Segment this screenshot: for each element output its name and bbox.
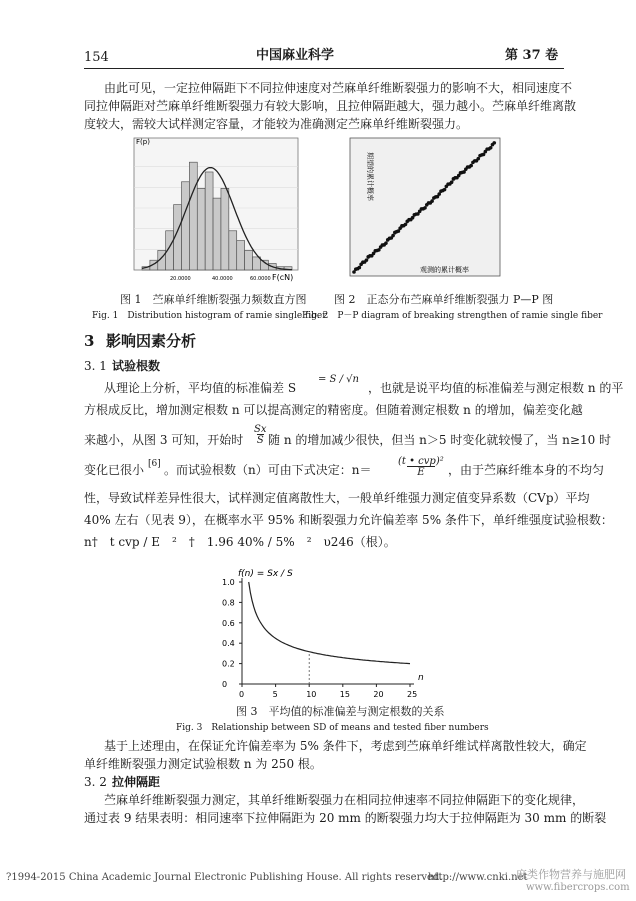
after-fig3-line-2: 单纤维断裂强力测定试验根数 n 为 250 根。 <box>84 757 322 771</box>
volume-label: 第 37 卷 <box>505 48 559 63</box>
subsection-title: 试验根数 <box>112 359 161 373</box>
function-label: f(n) = Sx / S <box>238 569 293 579</box>
para-line-6: 40% 左右（见表 9），在概率水平 95% 和断裂强力允许偏差率 5% 条件下，单纤维强度试验根数： <box>84 513 613 527</box>
section32-line-2: 通过表 9 结果表明：相同速率下拉伸隔距为 20 mm 的断裂强力均大于拉伸隔距为 30 mm 的断裂 <box>84 811 607 825</box>
footer-url[interactable]: http://www.cnki.net <box>428 872 528 883</box>
histogram-bar <box>237 241 245 270</box>
data-point <box>450 180 454 184</box>
watermark-en: www.fibercrops.com <box>526 882 630 893</box>
ratio-fraction: Sx S <box>254 424 267 446</box>
figure-1 <box>112 132 302 290</box>
figure-1-caption-cn: 图 1 苎麻单纤维断裂强力频数直方图 <box>120 293 307 306</box>
subsection-number: 3. 2 <box>84 775 107 789</box>
para-line-1a: 从理论上分析，平均值的标准偏差 S <box>104 381 297 395</box>
figure-3 <box>212 564 432 704</box>
section-title: 影响因素分析 <box>106 332 197 350</box>
reference-mark: [6] <box>148 459 161 469</box>
figure-3-caption-cn: 图 3 平均值的标准偏差与测定根数的关系 <box>236 705 445 718</box>
histogram-bar <box>213 198 221 270</box>
y-tick-label: 0.4 <box>222 639 235 649</box>
x-tick-label: 60.0000 <box>250 276 271 282</box>
x-tick-label: 0 <box>239 690 245 699</box>
intro-line-2: 同拉伸隔距对苎麻单纤维断裂强力有较大影响，且拉伸隔距越大，强力越小。苎麻单纤维离散 <box>84 99 577 113</box>
page-number: 154 <box>84 50 109 65</box>
data-point <box>391 234 395 238</box>
after-fig3-line-1: 基于上述理由，在保证允许偏差率为 5% 条件下，考虑到苎麻单纤维试样离散性较大，确定 <box>104 739 587 753</box>
figure-2-caption-en: Fig. 2 P－P diagram of breaking strengthen of ramie single fiber <box>302 311 603 321</box>
y-tick-label: 0.6 <box>222 618 235 628</box>
header-rule <box>84 68 564 69</box>
histogram-bar <box>221 188 229 270</box>
y-tick-label: 0.8 <box>222 598 235 608</box>
para-line-4b: 。而试验根数（n）可由下式决定：n＝ <box>164 463 372 477</box>
figure-3-caption-en: Fig. 3 Relationship between SD of means and tested fiber numbers <box>176 723 489 733</box>
data-point <box>443 188 447 192</box>
subsection-title: 拉伸隔距 <box>112 775 161 789</box>
x-tick-label: 10 <box>306 690 317 699</box>
data-point <box>492 141 496 145</box>
y-tick-label: 0.2 <box>222 659 235 669</box>
y-axis-label: F(p) <box>136 138 150 146</box>
data-point <box>476 157 480 161</box>
watermark-cn: 麻类作物营养与施肥网 <box>516 868 626 881</box>
figure-2-caption-cn: 图 2 正态分布苎麻单纤维断裂强力 P—P 图 <box>334 293 554 306</box>
figure-2 <box>346 134 506 284</box>
x-tick-label: 40.0000 <box>212 276 233 282</box>
x-tick-label: 5 <box>272 690 278 699</box>
data-point <box>489 146 493 150</box>
data-point <box>365 258 369 262</box>
para-line-4a: 变化已很小 <box>84 463 145 477</box>
x-axis-label: n <box>418 673 424 683</box>
sample-size-formula: (t • cvp)² E <box>398 456 444 478</box>
data-point <box>430 199 434 203</box>
intro-line-1: 由此可见，一定拉伸隔距下不同拉伸速度对苎麻单纤维断裂强力的影响不大，相同速度不 <box>104 81 573 95</box>
intro-line-3: 度较大，需较大试样测定容量，才能较为准确测定苎麻单纤维断裂强力。 <box>84 117 469 131</box>
subsection-number: 3. 1 <box>84 359 107 373</box>
copyright-notice: ?1994-2015 China Academic Journal Electronic Publishing House. All rights reserved. <box>6 872 443 883</box>
histogram-bar <box>229 231 237 270</box>
para-line-4c: ，由于苎麻纤维本身的不均匀 <box>448 463 605 477</box>
data-point <box>384 241 388 245</box>
figure-1-caption-en: Fig. 1 Distribution histogram of ramie single fiber <box>92 311 327 321</box>
x-tick-label: 25 <box>407 690 418 699</box>
stddev-formula: = S / √n <box>318 374 359 385</box>
para-line-2: 方根成反比，增加测定根数 n 可以提高测定的精密度。但随着测定根数 n 的增加，偏差变化越 <box>84 403 583 417</box>
y-tick-label: 1.0 <box>222 578 235 587</box>
section32-line-1: 苎麻单纤维断裂强力测定，其单纤维断裂强力在相同拉伸速率不同拉伸隔距下的变化规律， <box>104 793 585 807</box>
data-point <box>423 206 427 210</box>
series-line <box>249 582 410 664</box>
histogram-bar <box>181 182 189 270</box>
para-line-5: 性，导致试样差异性很大，试样测定值离散性大，一般单纤维强力测定值变异系数（CVp）平均 <box>84 491 590 505</box>
section-number: 3 <box>84 332 95 350</box>
line-chart <box>212 564 432 704</box>
pp-plot-chart <box>346 134 506 284</box>
x-axis-label: 观测的累计概率 <box>420 266 469 274</box>
x-tick-label: 15 <box>339 690 350 699</box>
histogram-bar <box>197 188 205 270</box>
x-tick-label: 20.0000 <box>170 276 191 282</box>
histogram-bar <box>205 172 213 270</box>
y-axis-label: 期望的累计概率 <box>366 152 374 201</box>
y-tick-label: 0 <box>222 680 228 689</box>
para-line-3b: 随 n 的增加减少很快，但当 n＞5 时变化就较慢了，当 n≥10 时 <box>268 433 612 447</box>
para-line-3a: 来越小，从图 3 可知，开始时 <box>84 433 244 447</box>
x-axis-label: F(cN) <box>272 273 294 282</box>
histogram-bar <box>189 162 197 270</box>
data-point <box>358 266 362 270</box>
histogram-bar <box>253 257 261 270</box>
journal-title: 中国麻业科学 <box>256 48 335 63</box>
histogram-chart <box>112 132 302 290</box>
data-point <box>404 223 408 227</box>
histogram-bar <box>245 250 253 270</box>
para-line-1b: ，也就是说平均值的标准偏差与测定根数 n 的平 <box>368 381 624 395</box>
formula-line: n† t cvp / E ² † 1.96 40% / 5% ² υ246（根）。 <box>84 535 396 549</box>
data-point <box>469 164 473 168</box>
x-tick-label: 20 <box>373 690 384 699</box>
